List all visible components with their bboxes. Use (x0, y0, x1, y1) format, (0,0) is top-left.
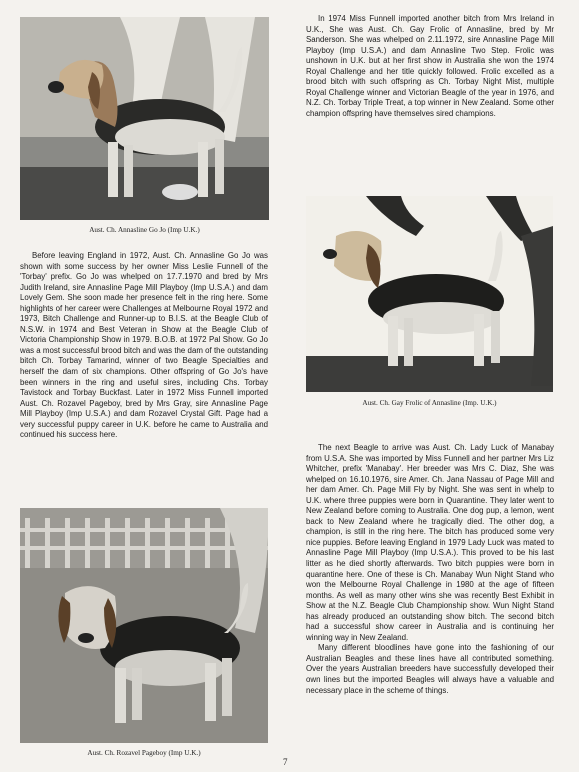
beagle-photo-image (20, 508, 268, 743)
photo-gay-frolic (306, 196, 553, 392)
paragraph: Many different bloodlines have gone into the fashioning of our Australian Beagles and these lines have all contributed something. Over the years Australian breeders have successfully developed their own lines but the imported Beagles will always have a valuable and necessary place in the scheme of things. (306, 643, 554, 695)
photo-caption: Aust. Ch. Annasline Go Jo (Imp U.K.) (89, 226, 200, 234)
photo-caption: Aust. Ch. Rozavel Pageboy (Imp U.K.) (87, 749, 201, 757)
left-column-text (20, 251, 268, 441)
photo-caption: Aust. Ch. Gay Frolic of Annasline (Imp. U.K.) (362, 399, 497, 407)
photo-pageboy (20, 508, 268, 743)
paragraph: In 1974 Miss Funnell imported another bitch from Mrs Ireland in U.K., She was Aust. Ch. Gay Frolic of Annasline, bred by Mr Sanderson. She was whelped on 2.11.1972, sire Annasline Page Mill Playboy (Imp U.S.A.) and dam Annasline Two Step. Frolic was unshown in U.K. but at her first show in Australia she won the 1974 Royal Challenge and her title quickly followed. Frolic excelled as a brood bitch with such offspring as Ch. Torbay Night Mist, multiple Royal Challenge winner and Victorian Beagle of the year in 1976, and N.Z. Ch. Torbay Triple Treat, a top winner in New Zealand. Some other champion offspring have themselves sired champions. (306, 14, 554, 118)
page-number: 7 (283, 757, 288, 767)
right-column-bottom-text (306, 443, 554, 696)
paragraph: Before leaving England in 1972, Aust. Ch. Annasline Go Jo was shown with some success by her owner Miss Leslie Funnell of the 'Torbay' prefix. Go Jo was whelped on 17.7.1970 and bred by Mrs Judith Ireland, sire Annasline Page Mill Playboy (Imp U.S.A.) and dam Lovely Gem. She soon made her presence felt in the ring here. Some highlights of her career were Challenges at Melbourne Royal 1972 and 1973, Bitch Challenge and Runner-up to B.I.S. at the Beagle Club of N.S.W. in 1974 and Best Veteran in Show at the Beagle Club of Victoria Championship Show in 1979. B.O.B. at 1972 Pal Show. Go Jo was a most successful brood bitch and was the dam of the outstanding bitch Ch. Torbay Tamarind, winner of two Beagle Specialties and herself the dam of six champions. Other offspring of Go Jo's have been winners in the ring and useful sires, including Chs. Torbay Tavistock and Torbay Buckfast. Later in 1972 Miss Funnell imported Aust. Ch. Rozavel Pageboy, bred by Mrs Gray, sire Annasline Page Mill Playboy (Imp U.S.A.) and dam Rozavel Crystal Gift. Page had a very successful puppy career in U.K. before he came to Australia and continued his success here. (20, 251, 268, 440)
paragraph: The next Beagle to arrive was Aust. Ch. Lady Luck of Manabay from U.S.A. She was imported by Miss Funnell and her partner Mrs Liz Whitcher, prefix 'Manabay'. Her breeder was Mrs C. Diaz, She was whelped on 16.10.1976, sire Amer. Ch. Jana Nassau of Page Mill and her dam Amer. Ch. Page Mill Fly by Night. She was sent in whelp to U.K. where three puppies were born in Quarantine. They later went to New Zealand before coming to Australia. One dog pup, a lemon, went back to New Zealand where he tragically died. The other dog, a champion, is still in the ring here. The bitch has produced some very nice puppies. Before leaving England in 1979 Lady Luck was mated to Annasline Page Mill Playboy (Imp U.S.A.). This proved to be his last litter as he died shortly afterwards. Two bitch puppies were born in quarantine here. One of these is Ch. Manabay Wun Night Stand who won the Melbourne Royal Challenge in 1980 at the age of fifteen months. As well as many other wins she was recently Best Exhibit in Show at the N.Z. Beagle Club Championship show. Wun Night Stand has already produced an outstanding show bitch. The second bitch had a successful show career in Australia and is continuing her winning way in New Zealand. (306, 443, 554, 642)
photo-go-jo (20, 17, 269, 220)
beagle-photo-image (306, 196, 553, 392)
beagle-photo-image (20, 17, 269, 220)
right-column-top-text (306, 14, 554, 119)
